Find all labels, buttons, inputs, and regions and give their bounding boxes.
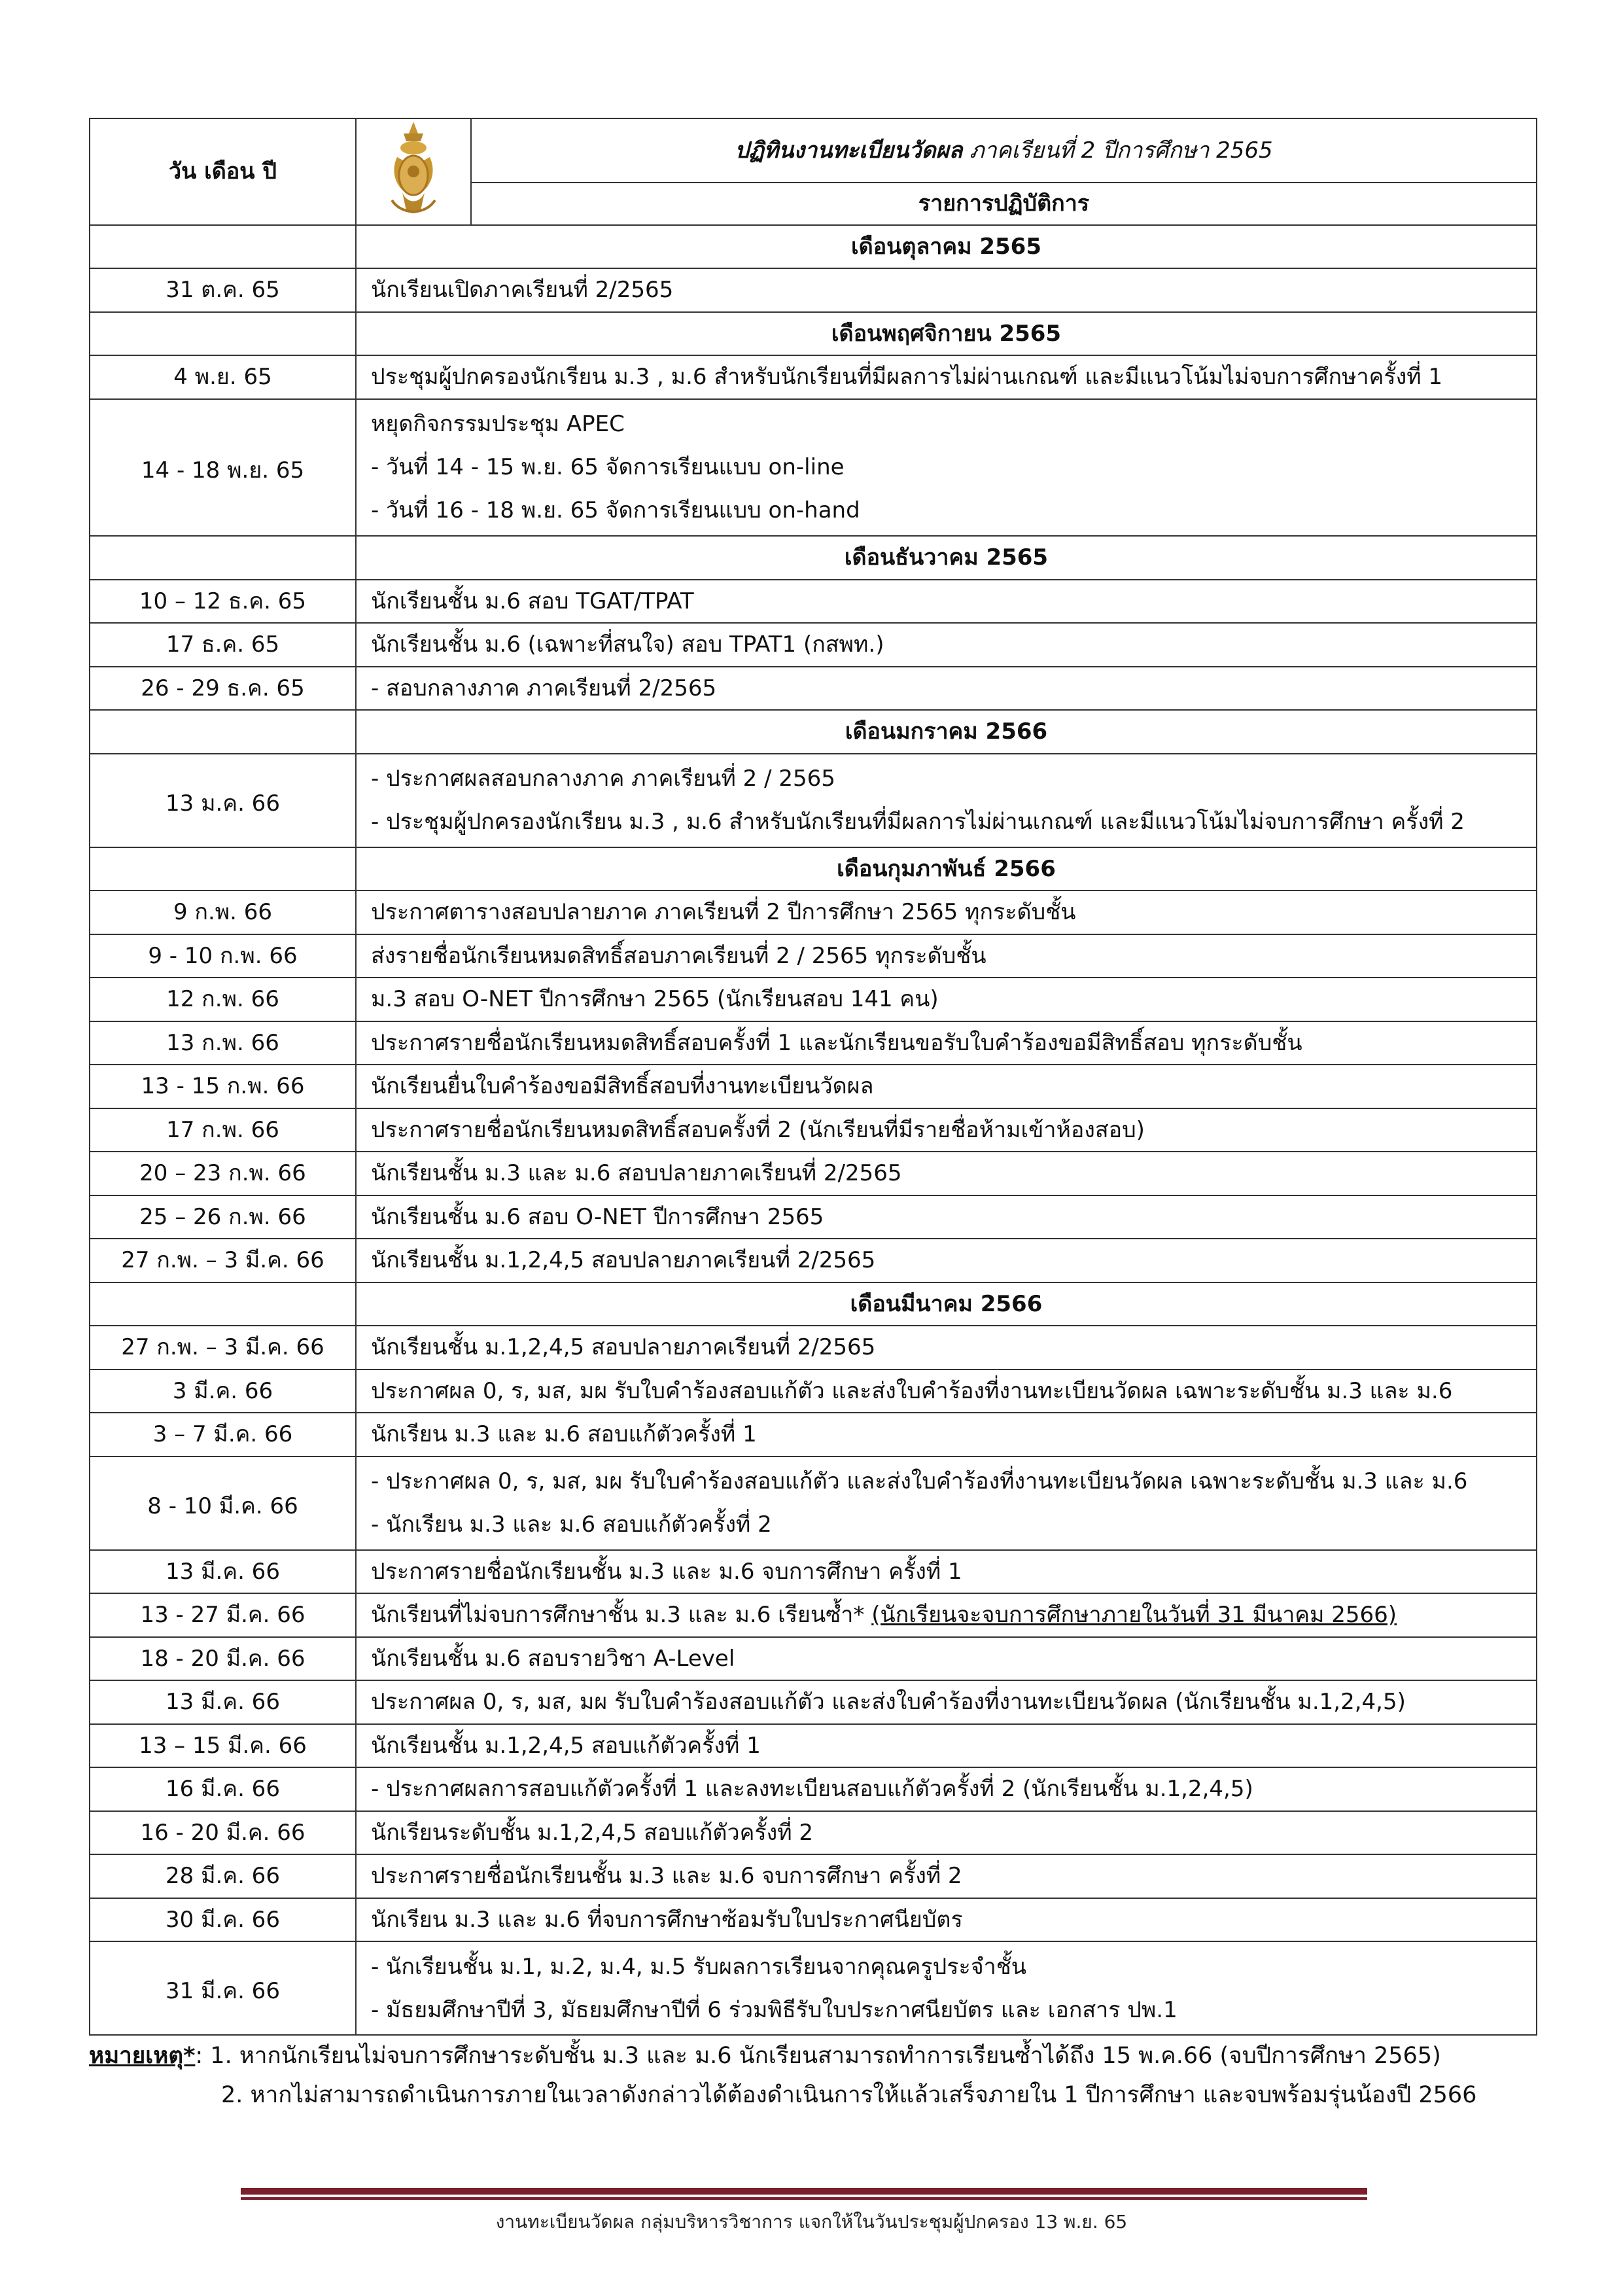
row-text [356, 754, 1537, 847]
row-line: - ประกาศผล 0, ร, มส, มผ รับใบคำร้องสอบแก้ตัว และส่งใบคำร้องที่งานทะเบียนวัดผล เฉพาะระดับชั้น ม.3 และ ม.6 [371, 1468, 1468, 1494]
row-text: นักเรียน ม.3 และ ม.6 ที่จบการศึกษาซ้อมรับใบประกาศนียบัตร [356, 1898, 1537, 1942]
row-text: นักเรียน ม.3 และ ม.6 สอบแก้ตัวครั้งที่ 1 [356, 1413, 1537, 1457]
row-line: หยุดกิจกรรมประชุม APEC [371, 411, 625, 438]
row-date: 16 - 20 มี.ค. 66 [90, 1811, 356, 1855]
row-date: 26 - 29 ธ.ค. 65 [90, 667, 356, 711]
table-row [90, 978, 1537, 1021]
row-text: ประกาศรายชื่อนักเรียนชั้น ม.3 และ ม.6 จบการศึกษา ครั้งที่ 2 [356, 1854, 1537, 1898]
note-colon: : [195, 2043, 211, 2069]
table-row [90, 1457, 1537, 1550]
row-date: 13 - 15 ก.พ. 66 [90, 1065, 356, 1108]
footnote [89, 2036, 1476, 2115]
calendar-table [89, 118, 1537, 2036]
row-date: 13 ก.พ. 66 [90, 1021, 356, 1065]
row-date: 30 มี.ค. 66 [90, 1898, 356, 1942]
row-text: ประกาศผล 0, ร, มส, มผ รับใบคำร้องสอบแก้ตัว และส่งใบคำร้องที่งานทะเบียนวัดผล เฉพาะระดับชั้น ม.3 และ ม.6 [356, 1369, 1537, 1413]
table-row [90, 1941, 1537, 2035]
row-text: นักเรียนชั้น ม.6 (เฉพาะที่สนใจ) สอบ TPAT1 (กสพท.) [356, 623, 1537, 667]
table-row [90, 754, 1537, 847]
table-row [90, 1637, 1537, 1681]
row-date: 3 – 7 มี.ค. 66 [90, 1413, 356, 1457]
row-date: 18 - 20 มี.ค. 66 [90, 1637, 356, 1681]
note-item-2: 2. หากไม่สามารถดำเนินการภายในเวลาดังกล่าวได้ต้องดำเนินการให้แล้วเสร็จภายใน 1 ปีการศึกษา และจบพร้อมรุ่นน้องปี 2566 [221, 2082, 1477, 2108]
page-title [471, 118, 1537, 183]
row-date: 13 - 27 มี.ค. 66 [90, 1593, 356, 1637]
row-date: 9 ก.พ. 66 [90, 891, 356, 934]
note-label: หมายเหตุ* [89, 2043, 196, 2069]
table-row [90, 1195, 1537, 1239]
row-text: นักเรียนเปิดภาคเรียนที่ 2/2565 [356, 268, 1537, 312]
table-row [90, 1550, 1537, 1594]
row-date: 31 มี.ค. 66 [90, 1941, 356, 2035]
row-date: 28 มี.ค. 66 [90, 1854, 356, 1898]
month-heading: เดือนมีนาคม 2566 [356, 1282, 1537, 1326]
table-row [90, 1680, 1537, 1724]
footer-divider [241, 2188, 1367, 2195]
table-row [90, 1021, 1537, 1065]
row-text: - สอบกลางภาค ภาคเรียนที่ 2/2565 [356, 667, 1537, 711]
row-text: นักเรียนระดับชั้น ม.1,2,4,5 สอบแก้ตัวครั้งที่ 2 [356, 1811, 1537, 1855]
row-text: นักเรียนชั้น ม.6 สอบ O-NET ปีการศึกษา 2565 [356, 1195, 1537, 1239]
table-row [90, 1326, 1537, 1369]
row-text: นักเรียนชั้น ม.1,2,4,5 สอบปลายภาคเรียนที่ 2/2565 [356, 1326, 1537, 1369]
title-rest: ภาคเรียนที่ 2 ปีการศึกษา 2565 [962, 137, 1273, 164]
table-row [90, 1767, 1537, 1811]
row-text: ประกาศผล 0, ร, มส, มผ รับใบคำร้องสอบแก้ตัว และส่งใบคำร้องที่งานทะเบียนวัดผล (นักเรียนชั้น ม.1,2,4,5) [356, 1680, 1537, 1724]
row-text: ม.3 สอบ O-NET ปีการศึกษา 2565 (นักเรียนสอบ 141 คน) [356, 978, 1537, 1021]
row-date: 14 - 18 พ.ย. 65 [90, 399, 356, 537]
row-text [356, 1941, 1537, 2035]
row-text: - ประกาศผลการสอบแก้ตัวครั้งที่ 1 และลงทะเบียนสอบแก้ตัวครั้งที่ 2 (นักเรียนชั้น ม.1,2,4,5) [356, 1767, 1537, 1811]
row-date: 12 ก.พ. 66 [90, 978, 356, 1021]
table-row [90, 1898, 1537, 1942]
row-line: - วันที่ 16 - 18 พ.ย. 65 จัดการเรียนแบบ on-hand [371, 497, 860, 524]
table-row [90, 580, 1537, 624]
table-row [90, 1854, 1537, 1898]
row-text: ประชุมผู้ปกครองนักเรียน ม.3 , ม.6 สำหรับนักเรียนที่มีผลการไม่ผ่านเกณฑ์ และมีแนวโน้มไม่จบการศึกษาครั้งที่ 1 [356, 355, 1537, 399]
row-text: ประกาศรายชื่อนักเรียนชั้น ม.3 และ ม.6 จบการศึกษา ครั้งที่ 1 [356, 1550, 1537, 1594]
row-date: 4 พ.ย. 65 [90, 355, 356, 399]
row-text-underlined: (นักเรียนจะจบการศึกษาภายในวันที่ 31 มีนาคม 2566) [871, 1602, 1397, 1628]
table-row [90, 355, 1537, 399]
row-date: 3 มี.ค. 66 [90, 1369, 356, 1413]
subtitle: รายการปฏิบัติการ [471, 183, 1537, 225]
row-date: 13 – 15 มี.ค. 66 [90, 1724, 356, 1768]
table-row [90, 1065, 1537, 1108]
table-row [90, 667, 1537, 711]
row-date: 13 มี.ค. 66 [90, 1550, 356, 1594]
row-date: 17 ก.พ. 66 [90, 1108, 356, 1152]
row-text [356, 1457, 1537, 1550]
header-date-column: วัน เดือน ปี [90, 118, 356, 225]
row-text: ประกาศตารางสอบปลายภาค ภาคเรียนที่ 2 ปีการศึกษา 2565 ทุกระดับชั้น [356, 891, 1537, 934]
footer-text: งานทะเบียนวัดผล กลุ่มบริหารวิชาการ แจกให้ในวันประชุมผู้ปกครอง 13 พ.ย. 65 [495, 2211, 1128, 2233]
row-text: นักเรียนชั้น ม.1,2,4,5 สอบปลายภาคเรียนที่ 2/2565 [356, 1239, 1537, 1282]
title-main: ปฏิทินงานทะเบียนวัดผล [735, 137, 963, 164]
school-emblem-icon [377, 119, 449, 217]
month-heading: เดือนธันวาคม 2565 [356, 536, 1537, 580]
table-row [90, 1239, 1537, 1282]
table-row [90, 1593, 1537, 1637]
month-heading: เดือนกุมภาพันธ์ 2566 [356, 847, 1537, 891]
row-date: 8 - 10 มี.ค. 66 [90, 1457, 356, 1550]
row-text [356, 1593, 1537, 1637]
table-row [90, 623, 1537, 667]
row-text: นักเรียนยื่นใบคำร้องขอมีสิทธิ์สอบที่งานทะเบียนวัดผล [356, 1065, 1537, 1108]
row-text: นักเรียนชั้น ม.3 และ ม.6 สอบปลายภาคเรียนที่ 2/2565 [356, 1152, 1537, 1195]
table-row [90, 1369, 1537, 1413]
table-row [90, 934, 1537, 978]
row-date: 9 - 10 ก.พ. 66 [90, 934, 356, 978]
note-item-1: 1. หากนักเรียนไม่จบการศึกษาระดับชั้น ม.3 และ ม.6 นักเรียนสามารถทำการเรียนซ้ำได้ถึง 15 พ.ค.66 (จบปีการศึกษา 2565) [210, 2043, 1441, 2069]
table-row [90, 268, 1537, 312]
row-date: 10 – 12 ธ.ค. 65 [90, 580, 356, 624]
row-text: ส่งรายชื่อนักเรียนหมดสิทธิ์สอบภาคเรียนที่ 2 / 2565 ทุกระดับชั้น [356, 934, 1537, 978]
row-date: 20 – 23 ก.พ. 66 [90, 1152, 356, 1195]
footer-divider-thin [241, 2197, 1367, 2200]
logo-cell [356, 118, 471, 225]
row-line: - วันที่ 14 - 15 พ.ย. 65 จัดการเรียนแบบ on-line [371, 454, 845, 481]
row-text: ประกาศรายชื่อนักเรียนหมดสิทธิ์สอบครั้งที่ 1 และนักเรียนขอรับใบคำร้องขอมีสิทธิ์สอบ ทุกระดับชั้น [356, 1021, 1537, 1065]
row-date: 25 – 26 ก.พ. 66 [90, 1195, 356, 1239]
row-date: 27 ก.พ. – 3 มี.ค. 66 [90, 1239, 356, 1282]
row-text: ประกาศรายชื่อนักเรียนหมดสิทธิ์สอบครั้งที่ 2 (นักเรียนที่มีรายชื่อห้ามเข้าห้องสอบ) [356, 1108, 1537, 1152]
row-line: - ประชุมผู้ปกครองนักเรียน ม.3 , ม.6 สำหรับนักเรียนที่มีผลการไม่ผ่านเกณฑ์ และมีแนวโน้มไม่จบการศึกษา ครั้งที่ 2 [371, 809, 1465, 835]
row-line: - ประกาศผลสอบกลางภาค ภาคเรียนที่ 2 / 2565 [371, 766, 835, 792]
month-heading: เดือนพฤศจิกายน 2565 [356, 312, 1537, 356]
month-heading: เดือนมกราคม 2566 [356, 710, 1537, 754]
row-date: 17 ธ.ค. 65 [90, 623, 356, 667]
row-line: - นักเรียนชั้น ม.1, ม.2, ม.4, ม.5 รับผลการเรียนจากคุณครูประจำชั้น [371, 1953, 1027, 1980]
table-row [90, 1108, 1537, 1152]
row-date: 13 มี.ค. 66 [90, 1680, 356, 1724]
table-row [90, 891, 1537, 934]
row-date: 27 ก.พ. – 3 มี.ค. 66 [90, 1326, 356, 1369]
row-text: นักเรียนชั้น ม.6 สอบรายวิชา A-Level [356, 1637, 1537, 1681]
table-row [90, 1811, 1537, 1855]
row-date: 31 ต.ค. 65 [90, 268, 356, 312]
row-text: นักเรียนชั้น ม.6 สอบ TGAT/TPAT [356, 580, 1537, 624]
table-row [90, 1413, 1537, 1457]
table-row [90, 1152, 1537, 1195]
row-date: 16 มี.ค. 66 [90, 1767, 356, 1811]
row-line: - มัธยมศึกษาปีที่ 3, มัธยมศึกษาปีที่ 6 ร่วมพิธีรับใบประกาศนียบัตร และ เอกสาร ปพ.1 [371, 1996, 1178, 2023]
row-date: 13 ม.ค. 66 [90, 754, 356, 847]
table-row [90, 399, 1537, 537]
row-line: - นักเรียน ม.3 และ ม.6 สอบแก้ตัวครั้งที่ 2 [371, 1511, 772, 1538]
row-text-main: นักเรียนที่ไม่จบการศึกษาชั้น ม.3 และ ม.6 เรียนซ้ำ* [371, 1602, 872, 1628]
row-text: นักเรียนชั้น ม.1,2,4,5 สอบแก้ตัวครั้งที่ 1 [356, 1724, 1537, 1768]
table-row [90, 1724, 1537, 1768]
month-heading: เดือนตุลาคม 2565 [356, 225, 1537, 269]
row-text [356, 399, 1537, 537]
